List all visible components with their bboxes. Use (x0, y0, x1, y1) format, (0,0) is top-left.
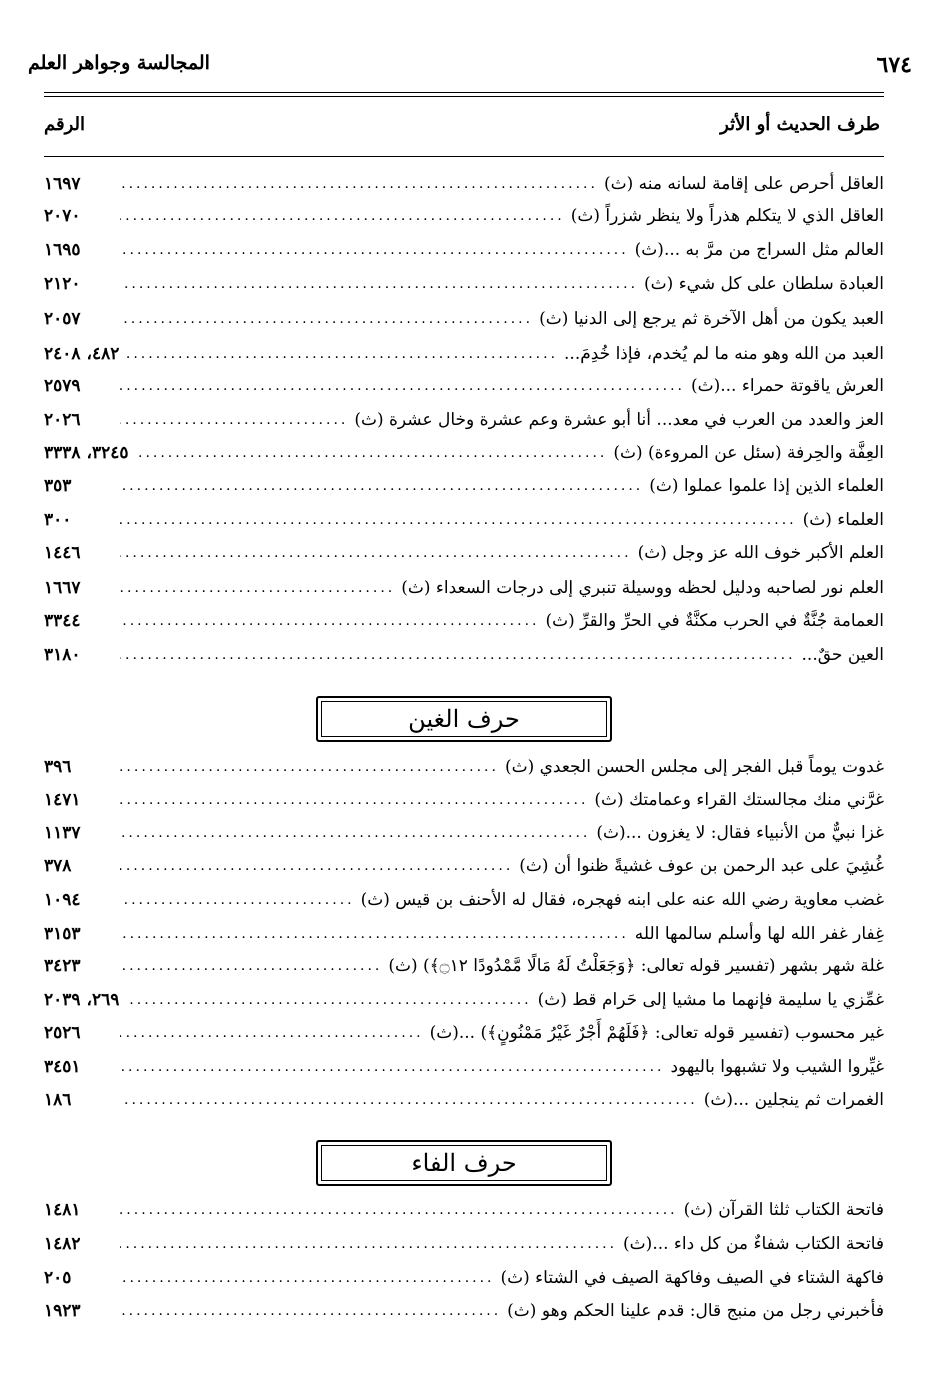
index-entry: غلة شهر بشهر (تفسير قوله تعالى: ﴿وَجَعَلْتُ لَهُ مَالًا مَّمْدُودًا ۝١٢﴾) (ث) ..... ٣٤٢٣ (44, 951, 884, 981)
index-entry: فأخبرني رجل من منبج قال: قدم علينا الحكم وهو (ث) ..... ١٩٢٣ (44, 1296, 884, 1326)
index-entry: غِفار غفر الله لها وأسلم سالمها الله ..... ٣١٥٣ (44, 919, 884, 949)
page-number: ٦٧٤ (876, 52, 912, 78)
index-entry: غدوت يوماً قبل الفجر إلى مجلس الحسن الجعدي (ث) ..... ٣٩٦ (44, 752, 884, 782)
column-header-rule (44, 156, 884, 157)
index-entry: العبد يكون من أهل الآخرة ثم يرجع إلى الدنيا (ث) ..... ٢٠٥٧ (44, 304, 884, 334)
index-entry: العلماء الذين إذا علموا عملوا (ث) ..... ٣٥٣ (44, 471, 884, 501)
index-entry: العز والعدد من العرب في معد... أنا أبو عشرة وعم عشرة وخال عشرة (ث) ..... ٢٠٢٦ (44, 405, 884, 435)
running-header (28, 52, 912, 88)
index-entry: العلماء (ث) ..... ٣٠٠ (44, 505, 884, 535)
index-entry: غمِّزي يا سليمة فإنهما ما مشيا إلى حَرام قط (ث) ..... ٢٦٩، ٢٠٣٩ (44, 985, 884, 1015)
index-entry: العين حقٌ... ..... ٣١٨٠ (44, 640, 884, 670)
index-entry: العبادة سلطان على كل شيء (ث) ..... ٢١٢٠ (44, 269, 884, 299)
header-rule (44, 92, 884, 97)
index-entry: العمامة جُنَّةٌ في الحرب مكنَّةٌ في الحرِّ والقرِّ (ث) ..... ٣٣٤٤ (44, 606, 884, 636)
column-header-hadith: طرف الحديث أو الأثر (720, 114, 880, 135)
index-entry: العاقل أحرص على إقامة لسانه منه (ث) ..... ١٦٩٧ (44, 169, 884, 199)
index-entry: غزا نبيٌّ من الأنبياء فقال: لا يغزون ...(ث) ..... ١١٣٧ (44, 818, 884, 848)
index-entry: العلم الأكبر خوف الله عز وجل (ث) ..... ١٤٤٦ (44, 538, 884, 568)
section-heading-ghayn: حرف الغين (316, 696, 612, 742)
index-entry: فاتحة الكتاب ثلثا القرآن (ث) ..... ١٤٨١ (44, 1195, 884, 1225)
index-entry: فاكهة الشتاء في الصيف وفاكهة الصيف في الشتاء (ث) ..... ٢٠٥ (44, 1263, 884, 1293)
section-heading-fa: حرف الفاء (316, 1140, 612, 1186)
index-entry: غضب معاوية رضي الله عنه على ابنه فهجره، فقال له الأحنف بن قيس (ث) ..... ١٠٩٤ (44, 885, 884, 915)
index-entry: العلم نور لصاحبه ودليل لحظه ووسيلة تنبري إلى درجات السعداء (ث) ..... ١٦٦٧ (44, 573, 884, 603)
index-entry: العبد من الله وهو منه ما لم يُخدم، فإذا خُدِمَ... ..... ٤٨٢، ٢٤٠٨ (44, 339, 884, 369)
index-entry: العِفَّة والحِرفة (سئل عن المروءة) (ث) ..... ٣٢٤٥، ٣٣٣٨ (44, 438, 884, 468)
index-entry: غُشِيَ على عبد الرحمن بن عوف غشيةً ظنوا أن (ث) ..... ٣٧٨ (44, 851, 884, 881)
index-entry: غير محسوب (تفسير قوله تعالى: ﴿فَلَهُمْ أَجْرٌ غَيْرُ مَمْنُونٍ﴾) ...(ث) ..... ٢٥٢٦ (44, 1018, 884, 1048)
index-entry: العالم مثل السراج من مرَّ به ...(ث) ..... ١٦٩٥ (44, 235, 884, 265)
index-entry: غيِّروا الشيب ولا تشبهوا باليهود ..... ٣٤٥١ (44, 1052, 884, 1082)
column-header-number: الرقم (44, 114, 86, 135)
index-entry: العرش ياقوتة حمراء ...(ث) ..... ٢٥٧٩ (44, 371, 884, 401)
index-entry: الغمرات ثم ينجلين ...(ث) ..... ١٨٦ (44, 1085, 884, 1115)
index-entry: فاتحة الكتاب شفاءٌ من كل داء ...(ث) ..... ١٤٨٢ (44, 1229, 884, 1259)
book-title: المجالسة وجواهر العلم (28, 52, 210, 74)
index-entry: العاقل الذي لا يتكلم هذراً ولا ينظر شزراً (ث) ..... ٢٠٧٠ (44, 201, 884, 231)
index-entry: غرَّني منك مجالستك القراء وعمامتك (ث) ..... ١٤٧١ (44, 785, 884, 815)
